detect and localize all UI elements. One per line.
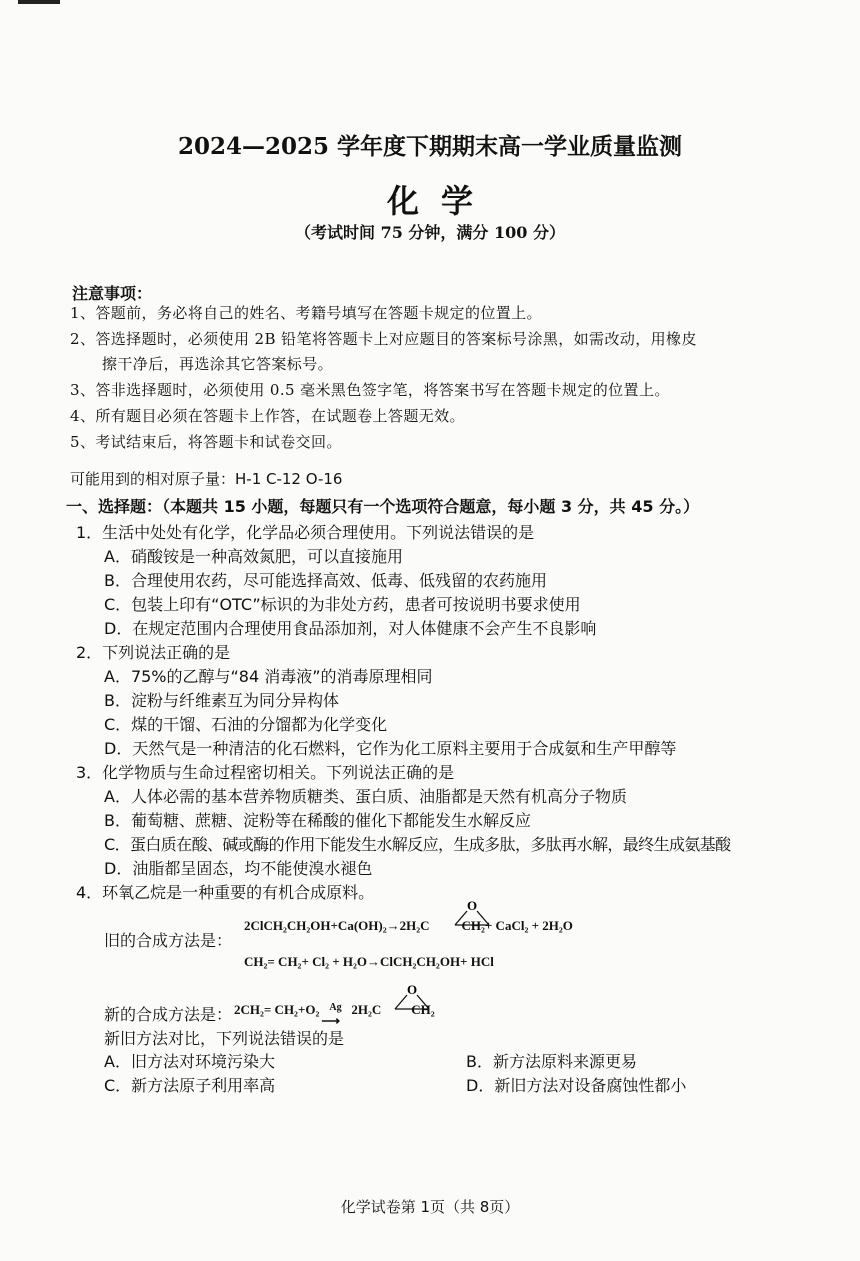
question-1-option-b: B．合理使用农药，尽可能选择高效、低毒、低残留的农药施用 [104,571,547,590]
question-3-stem: 3．化学物质与生命过程密切相关。下列说法正确的是 [76,763,455,782]
old-equation-1-left: 2ClCH₂CH₂OH+Ca(OH)₂→2H₂C [244,918,430,933]
question-2-stem: 2．下列说法正确的是 [76,643,231,662]
notice-heading: 注意事项： [72,284,153,303]
new-equation-right: 2H₂C [351,1002,382,1017]
notice-item: 1、答题前，务必将自己的姓名、考籍号填写在答题卡规定的位置上。 [70,304,542,322]
question-1-option-a: A．硝酸铵是一种高效氮肥，可以直接施用 [104,547,403,566]
notice-item: 擦干净后，再选涂其它答案标号。 [102,355,334,373]
question-1-stem: 1．生活中处处有化学，化学品必须合理使用。下列说法错误的是 [76,523,535,542]
old-equation-2: CH₂= CH₂+ Cl₂ + H₂O→ClCH₂CH₂OH+ HCl [244,954,494,969]
old-method-label: 旧的合成方法是： [104,931,233,950]
section-heading: 一、选择题：（本题共 15 小题，每题只有一个选项符合题意，每小题 3 分，共 45 分。） [66,497,700,516]
exam-info: （考试时间 75 分钟，满分 100 分） [295,223,565,242]
scan-edge-mark [18,0,60,4]
question-2-option-a: A．75%的乙醇与“84 消毒液”的消毒原理相同 [104,667,433,686]
question-4-option-d: D．新旧方法对设备腐蚀性都小 [466,1076,687,1095]
notice-item: 3、答非选择题时，必须使用 0.5 毫米黑色签字笔，将答案书写在答题卡规定的位置上。 [70,381,670,399]
question-3-option-d: D．油脂都呈固态，均不能使溴水褪色 [104,859,373,878]
new-method-label: 新的合成方法是： [104,1005,233,1024]
ring-bond-left [455,911,467,925]
question-3-option-a: A．人体必需的基本营养物质糖类、蛋白质、油脂都是天然有机高分子物质 [104,787,627,806]
ring-oxygen-label: O [407,982,418,997]
question-4-stem: 4．环氧乙烷是一种重要的有机合成原料。 [76,883,375,902]
question-2-option-b: B．淀粉与纤维素互为同分异构体 [104,691,339,710]
catalyst-label: Ag [329,1002,342,1013]
question-4-option-a: A．旧方法对环境污染大 [104,1052,275,1071]
new-equation-left: 2CH₂= CH₂+O₂ [234,1002,320,1017]
question-3-option-c: C．蛋白质在酸、碱或酶的作用下能发生水解反应，生成多肽，多肽再水解，最终生成氨基酸 [104,835,731,854]
page-footer: 化学试卷第 1页（共 8页） [340,1198,520,1216]
question-1-option-d: D．在规定范围内合理使用食品添加剂，对人体健康不会产生不良影响 [104,619,597,638]
new-equation-end: CH₂ [411,1002,435,1017]
epoxide-ring-icon [393,980,433,1014]
question-3-option-b: B．葡萄糖、蔗糖、淀粉等在稀酸的催化下都能发生水解反应 [104,811,531,830]
atomic-masses: 可能用到的相对原子量：H-1 C-12 O-16 [70,470,343,488]
old-equation-1-right: CH₂+ CaCl₂ + 2H₂O [461,918,573,933]
new-equation: 2CH₂= CH₂+O₂ Ag ⟶ 2H₂C CH₂ [234,1002,435,1028]
question-4-option-b: B．新方法原料来源更易 [466,1052,637,1071]
subject-title: 化学 [386,182,495,220]
notice-item: 2、答选择题时，必须使用 2B 铅笔将答题卡上对应题目的答案标号涂黑，如需改动，用橡皮 [70,330,697,348]
ring-oxygen-label: O [467,898,478,913]
notice-item: 5、考试结束后，将答题卡和试卷交回。 [70,433,342,451]
old-equation-1 [244,918,573,934]
exam-title: 2024—2025 学年度下期期末高一学业质量监测 [177,133,683,160]
question-2-option-d: D．天然气是一种清洁的化石燃料，它作为化工原料主要用于合成氨和生产甲醇等 [104,739,677,758]
notice-item: 4、所有题目必须在答题卡上作答，在试题卷上答题无效。 [70,407,465,425]
ring-bond-left [395,995,407,1009]
question-4-option-c: C．新方法原子利用率高 [104,1076,276,1095]
ring-bond-right [477,911,489,925]
question-2-option-c: C．煤的干馏、石油的分馏都为化学变化 [104,715,388,734]
epoxide-ring-icon [453,896,493,930]
question-1-option-c: C．包装上印有“OTC”标识的为非处方药，患者可按说明书要求使用 [104,595,581,614]
ring-bond-right [417,995,429,1009]
question-4-compare: 新旧方法对比，下列说法错误的是 [104,1029,345,1048]
